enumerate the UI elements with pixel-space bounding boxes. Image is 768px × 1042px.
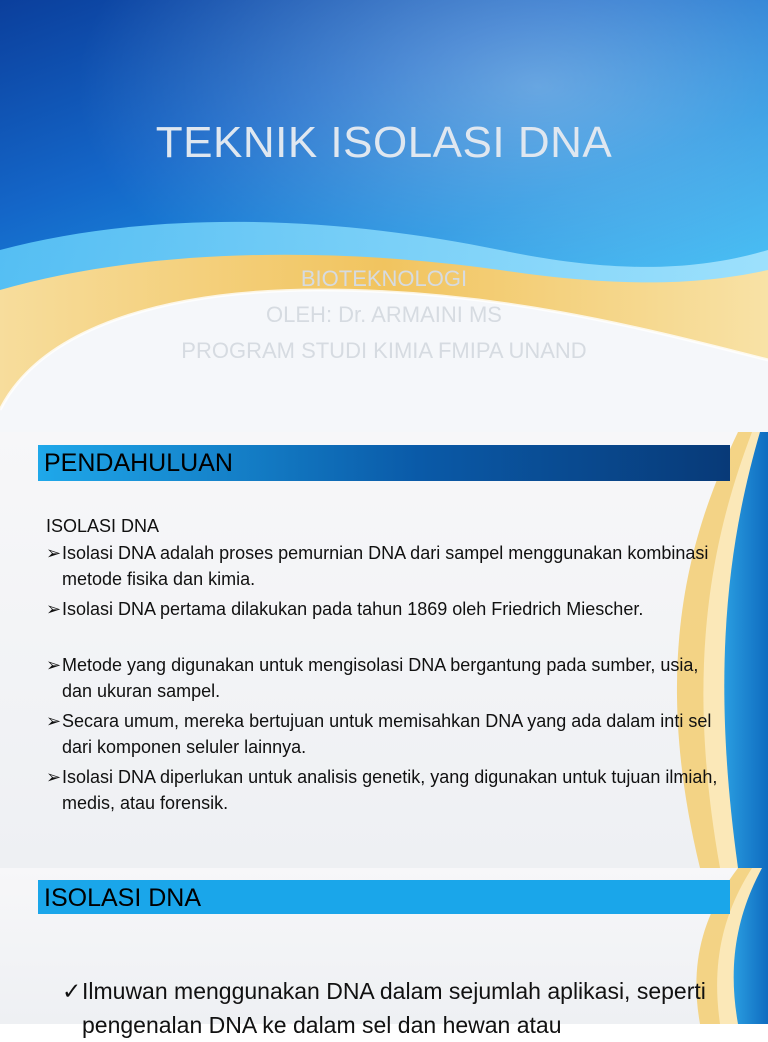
subtitle-program: PROGRAM STUDI KIMIA FMIPA UNAND (181, 338, 587, 363)
title-slide (0, 0, 768, 432)
isolasi-heading (38, 880, 730, 916)
arrow-bullet-icon: ➢ (46, 767, 62, 787)
list-item: ➢ Isolasi DNA diperlukan untuk analisis genetik, yang digunakan untuk tujuan ilmiah, medis, atau forensik. (46, 764, 726, 816)
isolasi-dna-slide (0, 868, 768, 1038)
title-slide-background (0, 0, 768, 432)
heading-text: PENDAHULUAN (44, 449, 233, 477)
subtitle-course: BIOTEKNOLOGI (300, 266, 468, 291)
list-item: ➢ Isolasi DNA adalah proses pemurnian DNA dari sampel menggunakan kombinasi metode fisika dan kimia. (46, 540, 726, 592)
list-item: ➢ Secara umum, mereka bertujuan untuk memisahkan DNA yang ada dalam inti sel dari komponen seluler lainnya. (46, 708, 726, 760)
introduction-slide (0, 432, 768, 868)
checkmark-icon: ✓ (62, 978, 82, 1004)
intro-label: ISOLASI DNA (46, 516, 160, 536)
list-item: ➢ Isolasi DNA pertama dilakukan pada tahun 1869 oleh Friedrich Miescher. (46, 596, 726, 622)
arrow-bullet-icon: ➢ (46, 655, 62, 675)
pendahuluan-heading (38, 445, 730, 481)
slide-title: TEKNIK ISOLASI DNA (155, 118, 613, 167)
arrow-bullet-icon: ➢ (46, 599, 62, 619)
subtitle-author: OLEH: Dr. ARMAINI MS (266, 302, 502, 327)
arrow-bullet-icon: ➢ (46, 711, 62, 731)
heading-text: ISOLASI DNA (44, 884, 201, 912)
list-item: ✓ Ilmuwan menggunakan DNA dalam sejumlah aplikasi, seperti pengenalan DNA ke dalam sel dan hewan atau (62, 974, 742, 1042)
arrow-bullet-icon: ➢ (46, 543, 62, 563)
list-item: ➢ Metode yang digunakan untuk mengisolasi DNA bergantung pada sumber, usia, dan ukuran sampel. (46, 652, 726, 704)
